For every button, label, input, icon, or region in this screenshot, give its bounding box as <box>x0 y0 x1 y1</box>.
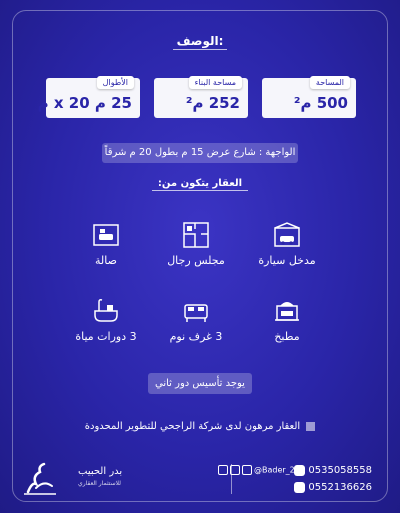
feature-label: مدخل سيارة <box>258 254 316 267</box>
social-handle[interactable]: @Bader_2b <box>218 465 300 475</box>
whatsapp-icon <box>294 482 305 493</box>
phone-list <box>294 462 372 496</box>
feature-car-entrance <box>247 220 327 267</box>
footer <box>0 460 400 500</box>
description-title: الوصف: <box>0 34 400 50</box>
building-area-card <box>154 78 248 118</box>
bath-icon <box>91 296 121 326</box>
instagram-icon <box>242 465 252 475</box>
phone-2[interactable]: 0552136626 <box>308 482 372 493</box>
feature-label: 3 غرف نوم <box>169 330 223 343</box>
second-floor-note: يوجد تأسيس دور ثاني <box>148 373 252 394</box>
components-title: العقار يتكون من: <box>0 178 400 191</box>
bed-icon <box>181 296 211 326</box>
building-area-label: مساحة البناء <box>189 76 242 89</box>
area-label: المساحة <box>310 76 350 89</box>
feature-label: 3 دورات مياة <box>75 330 137 343</box>
feature-hall <box>66 220 146 267</box>
feature-label: مطبخ <box>274 330 300 343</box>
building-area-value: 252 م² <box>185 94 240 112</box>
hall-icon <box>91 220 121 250</box>
feature-bedrooms <box>156 296 236 343</box>
dimensions-value: 25 م x 20 م <box>37 94 132 112</box>
snapchat-icon <box>230 465 240 475</box>
dimensions-label: الأطوال <box>97 76 134 89</box>
bullet-icon <box>306 422 315 431</box>
dimensions-card <box>37 78 140 118</box>
mortgage-note: العقار مرهون لدى شركة الراجحي للتطوير المحدودة <box>0 421 400 432</box>
area-card <box>262 78 356 118</box>
feature-kitchen <box>247 296 327 343</box>
feature-label: مجلس رجال <box>167 254 225 267</box>
logo-mark-icon <box>22 462 58 496</box>
facade-info: الواجهة : شارع عرض 15 م بطول 20 م شرقاً <box>102 143 298 163</box>
feature-bathrooms <box>66 296 146 343</box>
phone-1[interactable]: 0535058558 <box>308 465 372 476</box>
feature-label: صالة <box>95 254 117 267</box>
brand-tagline: للاستثمار العقاري <box>78 480 122 487</box>
x-icon <box>218 465 228 475</box>
brand-logo <box>22 462 142 496</box>
kitchen-icon <box>272 296 302 326</box>
feature-majlis <box>156 220 236 267</box>
area-value: 500 م² <box>293 94 348 112</box>
brand-name: بدر الحبيب <box>78 466 123 477</box>
car-entrance-icon <box>272 220 302 250</box>
majlis-icon <box>181 220 211 250</box>
